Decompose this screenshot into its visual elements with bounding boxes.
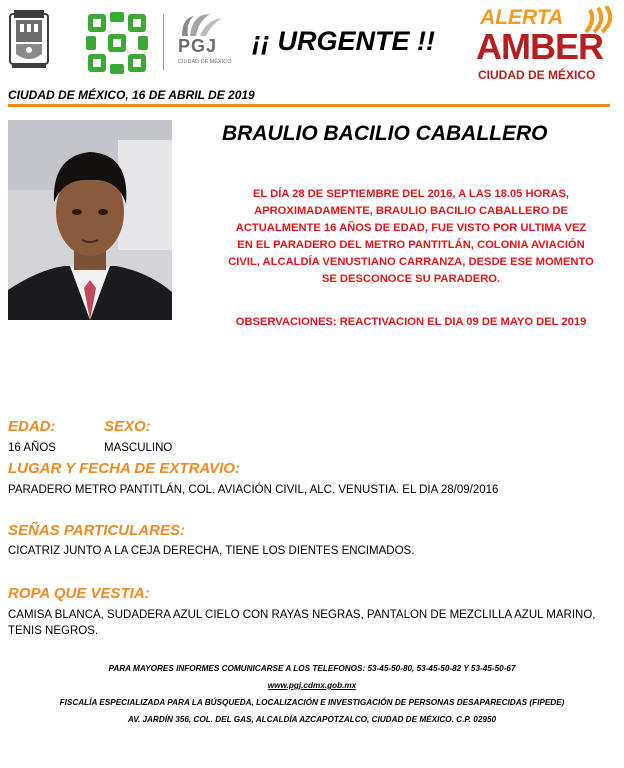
footer-website-link[interactable]: www.pgj.cdmx.gob.mx <box>267 681 357 690</box>
age-value: 16 AÑOS <box>8 442 56 454</box>
alerta-amber-main: AMBER <box>476 26 603 67</box>
orange-divider <box>8 104 610 107</box>
alerta-amber-top: ALERTA <box>480 6 564 29</box>
features-label: SEÑAS PARTICULARES: <box>8 522 185 539</box>
alerta-amber-logo-icon <box>470 4 620 88</box>
person-name: BRAULIO BACILIO CABALLERO <box>222 122 548 145</box>
features-value: CICATRIZ JUNTO A LA CEJA DERECHA, TIENE LOS DIENTES ENCIMADOS. <box>8 545 415 557</box>
missing-person-photo <box>8 120 172 320</box>
date-line: CIUDAD DE MÉXICO, 16 DE ABRIL DE 2019 <box>8 88 255 102</box>
coat-of-arms-icon <box>8 6 50 70</box>
observations: OBSERVACIONES: REACTIVACION EL DIA 09 DE MAYO DEL 2019 <box>235 316 587 328</box>
clothing-label: ROPA QUE VESTIA: <box>8 585 150 602</box>
place-date-value: PARADERO METRO PANTITLÁN, COL. AVIACIÓN CIVIL, ALC. VENUSTIA. EL DIA 28/09/2016 <box>8 484 499 496</box>
sex-value: MASCULINO <box>104 442 173 454</box>
alerta-amber-bottom: CIUDAD DE MÉXICO <box>478 68 596 82</box>
footer-fipede: FISCALÍA ESPECIALIZADA PARA LA BÚSQUEDA, LOCALIZACIÓN E INVESTIGACIÓN DE PERSONAS DESAPARECIDAS (FIPEDE) <box>59 698 565 707</box>
signal-waves-icon <box>582 6 616 36</box>
cdmx-logo-icon <box>84 10 150 76</box>
case-description: EL DÍA 28 DE SEPTIEMBRE DEL 2016, A LAS 18.05 HORAS, APROXIMADAMENTE, BRAULIO BACILIO CABALLERO DE ACTUALMENTE 16 AÑOS DE EDAD, FUE VISTO POR ULTIMA VEZ EN EL PARADERO DEL METRO PANTITLÁN, COLONIA AVIACIÓN CIVIL, ALCALDÍA VENUSTIANO CARRANZA, DESDE ESE MOMENTO SE DESCONOCE SU PARADERO. <box>228 188 594 285</box>
age-label: EDAD: <box>8 418 56 435</box>
clothing-value: CAMISA BLANCA, SUDADERA AZUL CIELO CON RAYAS NEGRAS, PANTALON DE MEZCLILLA AZUL MARINO, TENIS NEGROS. <box>8 609 596 637</box>
place-date-label: LUGAR Y FECHA DE EXTRAVIO: <box>8 460 240 477</box>
sex-label: SEXO: <box>104 418 151 435</box>
urgent-title: ¡¡ URGENTE !! <box>252 26 435 56</box>
logo-separator <box>163 14 164 70</box>
header <box>0 0 624 84</box>
pgj-sublabel: CIUDAD DE MÉXICO <box>178 59 232 65</box>
footer-address: AV. JARDÍN 356, COL. DEL GAS, ALCALDÍA AZCAPOTZALCO, CIUDAD DE MÉXICO. C.P. 02950 <box>127 715 497 724</box>
pgj-label: PGJ <box>178 36 218 56</box>
pgj-logo-icon <box>176 12 236 72</box>
footer-phones: PARA MAYORES INFORMES COMUNICARSE A LOS TELEFONOS: 53-45-50-80, 53-45-50-82 Y 53-45-50-67 <box>108 664 516 673</box>
